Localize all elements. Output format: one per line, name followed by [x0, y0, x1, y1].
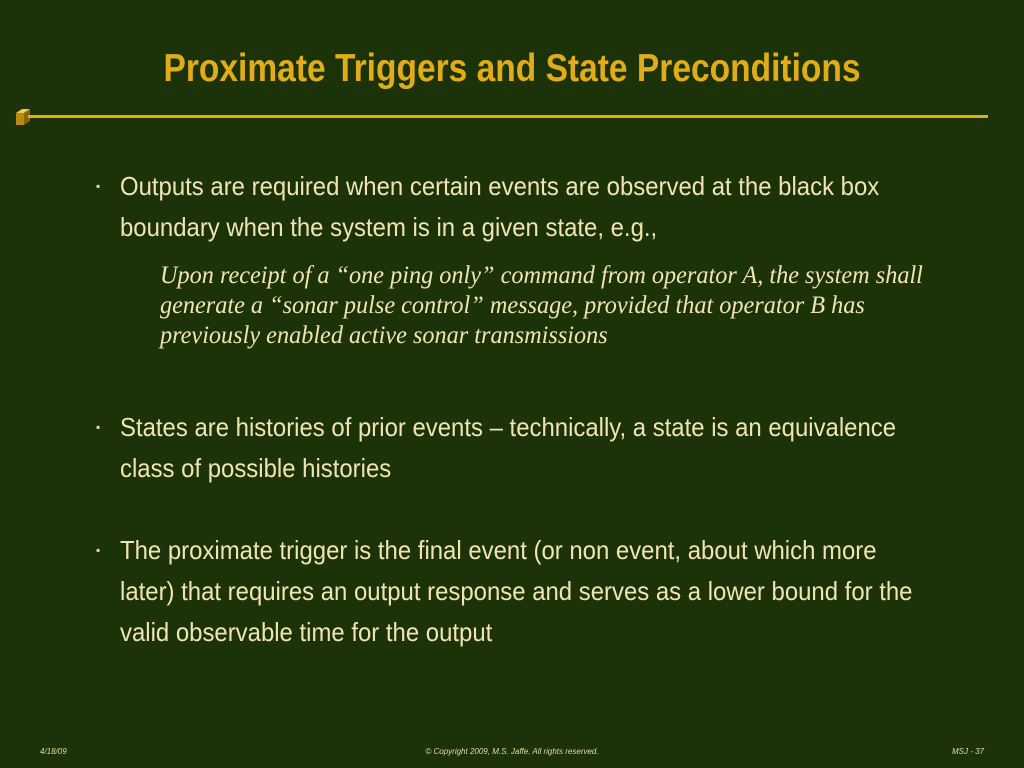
footer-copyright: © Copyright 2009, M.S. Jaffe. All rights reserved. [425, 747, 599, 756]
bullet-text-3: The proximate trigger is the final event (or non event, about which more later) that requires an output response and serves as a lower bound for the valid observable time for the output [120, 535, 913, 647]
footer-date: 4/18/09 [40, 747, 67, 756]
slide-title: Proximate Triggers and State Preconditions [163, 47, 861, 90]
bullet-text-2: States are histories of prior events – technically, a state is an equivalence class of possible histories [120, 412, 897, 483]
bullet-item-3 [96, 530, 956, 653]
bullet-marker-icon: ▪ [96, 179, 101, 193]
bullet-marker-icon: ▪ [96, 543, 101, 557]
footer-page-number: MSJ - 37 [951, 747, 984, 756]
bullet-item-1 [96, 166, 956, 248]
bullet-text-1: Outputs are required when certain events are observed at the black box boundary when the system is in a given state, e.g., [120, 171, 880, 242]
title-rule [28, 115, 988, 118]
bullet-item-2 [96, 407, 956, 489]
bullet-marker-icon: ▪ [96, 420, 101, 434]
example-quote: Upon receipt of a “one ping only” command from operator A, the system shall generate a “sonar pulse control” message, provided that operator B has previously enabled active sonar transmissions [160, 262, 923, 349]
